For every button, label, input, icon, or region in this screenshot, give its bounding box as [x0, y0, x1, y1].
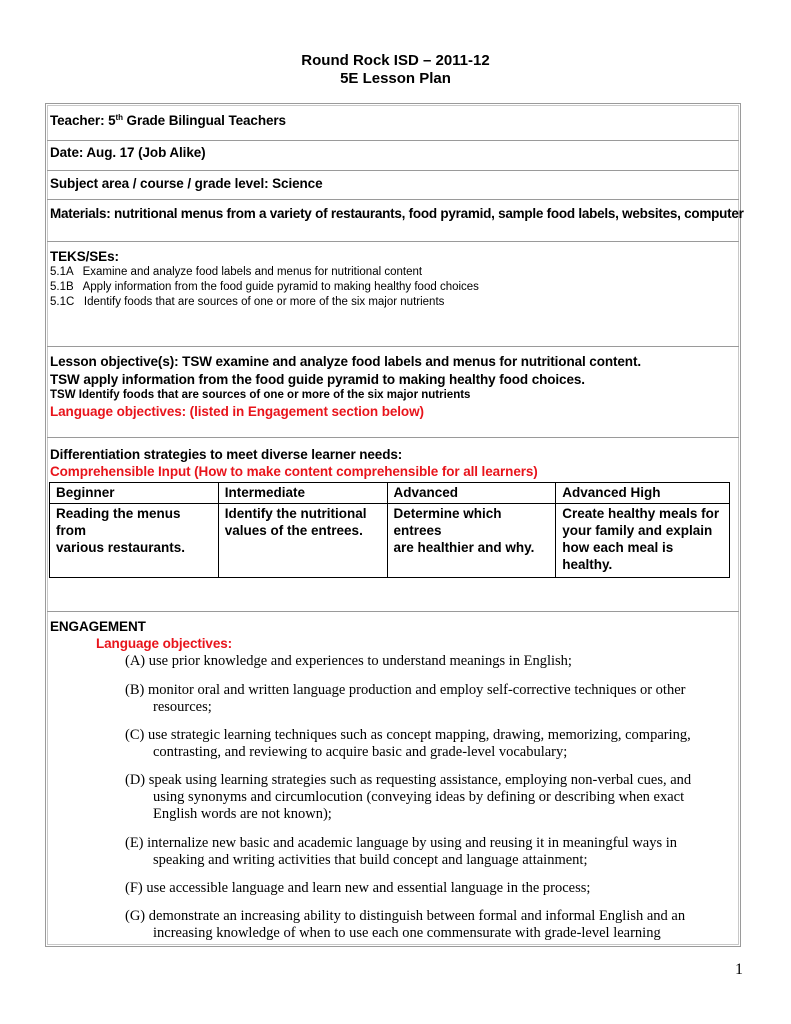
language-objective-b: (B) monitor oral and written language production and employ self-corrective techniques or other resources; [125, 682, 686, 715]
table-row [50, 504, 730, 578]
comprehensible-input-heading: Comprehensible Input (How to make content comprehensible for all learners) [50, 464, 538, 479]
engagement-language-objectives-heading: Language objectives: [96, 636, 233, 651]
language-objectives-note: Language objectives: (listed in Engagement section below) [50, 404, 424, 419]
materials-field: Materials: nutritional menus from a variety of restaurants, food pyramid, sample food labels, websites, computer [50, 206, 744, 221]
lesson-objective-line-3: TSW Identify foods that are sources of one or more of the six major nutrients [50, 389, 471, 401]
differentiation-heading: Differentiation strategies to meet diverse learner needs: [50, 447, 403, 462]
document-title: Round Rock ISD – 2011-12 [301, 52, 490, 69]
cell-line: Determine which entrees [393, 506, 502, 538]
cell-line: healthy. [562, 557, 613, 572]
teks-item-5-1b: 5.1B Apply information from the food guide pyramid to making healthy food choices [50, 281, 479, 293]
cell-advanced [387, 504, 556, 578]
cell-line: Create healthy meals for [562, 506, 720, 521]
teks-item-5-1c: 5.1C Identify foods that are sources of one or more of the six major nutrients [50, 296, 445, 308]
language-objective-g: (G) demonstrate an increasing ability to distinguish between formal and informal English and an increasing knowledge of when to use each one commensurate with grade-level learning [125, 908, 686, 941]
column-header-advanced-high: Advanced High [556, 483, 730, 504]
date-field: Date: Aug. 17 (Job Alike) [50, 145, 206, 160]
cell-line: are healthier and why. [393, 540, 535, 555]
cell-line: your family and explain [562, 523, 713, 538]
column-header-intermediate: Intermediate [218, 483, 387, 504]
cell-intermediate [218, 504, 387, 578]
language-objective-c: (C) use strategic learning techniques such as concept mapping, drawing, memorizing, comparing, contrasting, and reviewing to acquire basic and grade-level vocabulary; [125, 727, 691, 760]
column-header-beginner: Beginner [50, 483, 219, 504]
teacher-field: Teacher: 5th Grade Bilingual Teachers [50, 113, 286, 128]
column-header-advanced: Advanced [387, 483, 556, 504]
cell-line: values of the entrees. [224, 523, 363, 538]
separator-1 [47, 140, 739, 141]
teacher-ordinal: th [115, 113, 123, 122]
separator-2 [47, 170, 739, 171]
teks-item-5-1a: 5.1A Examine and analyze food labels and menus for nutritional content [50, 266, 423, 278]
separator-5 [47, 346, 739, 347]
separator-6 [47, 437, 739, 438]
lesson-objective-line-2: TSW apply information from the food guide pyramid to making healthy food choices. [50, 372, 585, 387]
lesson-objective-line-1: Lesson objective(s): TSW examine and analyze food labels and menus for nutritional content. [50, 354, 641, 369]
language-objective-a: (A) use prior knowledge and experiences to understand meanings in English; [125, 653, 572, 669]
separator-4 [47, 241, 739, 242]
language-objective-f: (F) use accessible language and learn new and essential language in the process; [125, 880, 591, 896]
language-objective-d: (D) speak using learning strategies such as requesting assistance, employing non-verbal cues, and using synonyms and circumlocution (conveying ideas by defining or describing when exact English words are not known); [125, 772, 692, 822]
table-header-row [50, 483, 730, 504]
separator-7 [47, 611, 739, 612]
cell-line: Reading the menus from [56, 506, 181, 538]
page-number: 1 [735, 961, 743, 978]
teks-heading: TEKS/SEs: [50, 249, 119, 264]
cell-line: how each meal is [562, 540, 674, 555]
cell-beginner [50, 504, 219, 578]
separator-3 [47, 199, 739, 200]
cell-line: Identify the nutritional [224, 506, 367, 521]
engagement-heading: ENGAGEMENT [50, 619, 146, 634]
cell-advanced-high [556, 504, 730, 578]
subject-field: Subject area / course / grade level: Science [50, 176, 323, 191]
language-objective-e: (E) internalize new basic and academic language by using and reusing it in meaningful ways in speaking and writing activities that build concept and language attainment; [125, 835, 678, 868]
document-subtitle: 5E Lesson Plan [340, 70, 451, 87]
cell-line: various restaurants. [56, 540, 186, 555]
differentiation-table [49, 482, 730, 578]
